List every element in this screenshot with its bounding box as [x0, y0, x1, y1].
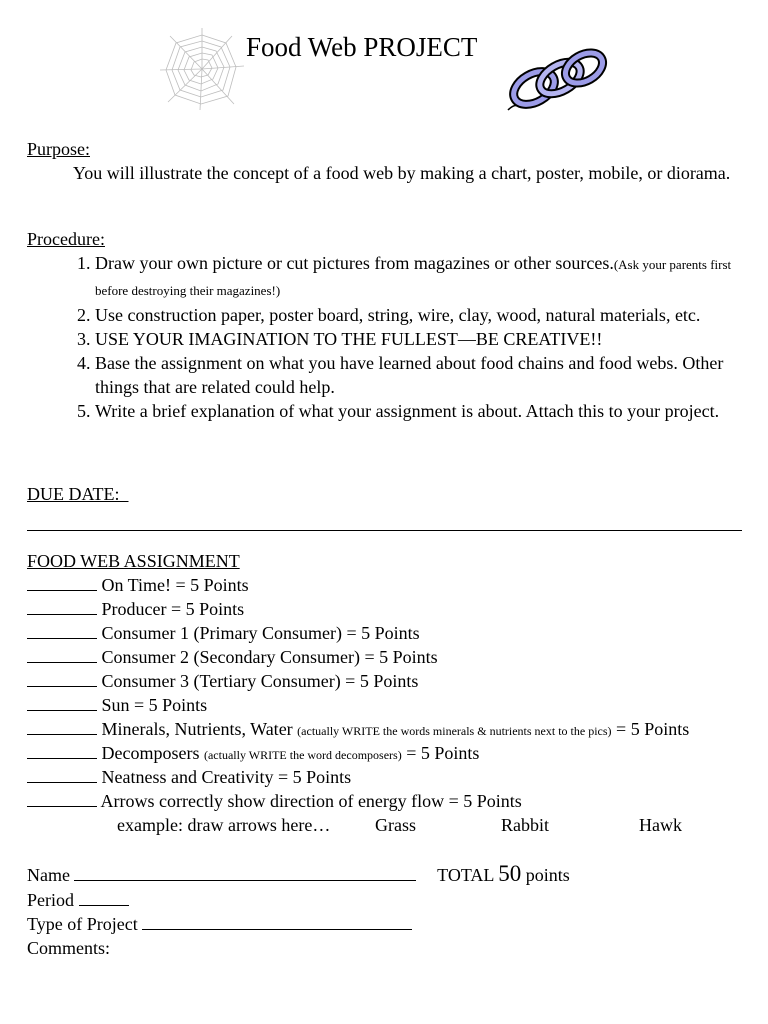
organism-rabbit: Rabbit [501, 815, 549, 835]
checklist-row: Consumer 1 (Primary Consumer) = 5 Points [27, 621, 742, 645]
checklist-row: Neatness and Creativity = 5 Points [27, 765, 742, 789]
arrow-example-row [27, 813, 742, 837]
checklist-row: Producer = 5 Points [27, 597, 742, 621]
score-blank[interactable] [27, 741, 97, 759]
score-blank[interactable] [27, 621, 97, 639]
purpose-heading: Purpose: [27, 139, 90, 159]
name-label: Name [27, 865, 70, 885]
project-type-label: Type of Project [27, 914, 138, 934]
procedure-item: 5. Write a brief explanation of what your assignment is about. Attach this to your project. [95, 399, 742, 423]
checklist-note: (actually WRITE the word decomposers) [203, 748, 402, 762]
purpose-section [27, 137, 742, 185]
total-unit: points [525, 865, 570, 885]
checklist-row: Sun = 5 Points [27, 693, 742, 717]
procedure-section [27, 227, 742, 423]
procedure-item: 3. USE YOUR IMAGINATION TO THE FULLEST—BE CREATIVE!! [95, 327, 742, 351]
score-blank[interactable] [27, 717, 97, 735]
example-label: example: draw arrows here… [117, 815, 331, 835]
comments-label[interactable]: Comments: [27, 938, 111, 958]
chain-link-icon [506, 44, 610, 114]
procedure-heading: Procedure: [27, 229, 105, 249]
procedure-item: 2. Use construction paper, poster board, string, wire, clay, wood, natural materials, etc. [95, 303, 742, 327]
procedure-item: 4. Base the assignment on what you have learned about food chains and food webs. Other things that are related could help. [95, 351, 742, 399]
total-label: TOTAL [437, 865, 494, 885]
procedure-list [27, 251, 742, 423]
period-field[interactable] [79, 888, 129, 906]
assignment-section [27, 549, 742, 837]
name-row [27, 862, 742, 888]
purpose-text: You will illustrate the concept of a food web by making a chart, poster, mobile, or diorama. [73, 163, 731, 183]
checklist-row: Arrows correctly show direction of energy flow = 5 Points [27, 789, 742, 813]
organism-grass: Grass [375, 815, 416, 835]
checklist-row: On Time! = 5 Points [27, 573, 742, 597]
organism-hawk: Hawk [639, 815, 682, 835]
procedure-note: (Ask your parents first before destroying their magazines!) [95, 257, 732, 298]
due-date-line[interactable] [27, 530, 742, 531]
checklist-row: Decomposers (actually WRITE the word decomposers) = 5 Points [27, 741, 742, 765]
checklist-row: Consumer 3 (Tertiary Consumer) = 5 Points [27, 669, 742, 693]
score-blank[interactable] [27, 789, 97, 807]
score-blank[interactable] [27, 669, 97, 687]
period-label: Period [27, 890, 74, 910]
score-blank[interactable] [27, 597, 97, 615]
assignment-heading: FOOD WEB ASSIGNMENT [27, 551, 240, 571]
project-type-field[interactable] [142, 912, 412, 930]
period-row [27, 888, 742, 912]
student-info [27, 862, 742, 960]
due-date [27, 482, 742, 506]
total-value: 50 [498, 861, 522, 886]
name-field[interactable] [74, 863, 416, 881]
spider-web-icon [158, 26, 246, 112]
score-blank[interactable] [27, 693, 97, 711]
procedure-item: 1. Draw your own picture or cut pictures from magazines or other sources.(Ask your parents first before destroying their magazines!) [95, 251, 742, 303]
score-blank[interactable] [27, 645, 97, 663]
checklist-row: Consumer 2 (Secondary Consumer) = 5 Points [27, 645, 742, 669]
due-date-label: DUE DATE: [27, 484, 120, 504]
page-title: Food Web PROJECT [246, 32, 478, 62]
checklist-note: (actually WRITE the words minerals & nutrients next to the pics) [297, 724, 612, 738]
project-type-row [27, 912, 742, 936]
score-blank[interactable] [27, 765, 97, 783]
score-blank[interactable] [27, 573, 97, 591]
checklist-row: Minerals, Nutrients, Water (actually WRITE the words minerals & nutrients next to the pics) = 5 Points [27, 717, 742, 741]
